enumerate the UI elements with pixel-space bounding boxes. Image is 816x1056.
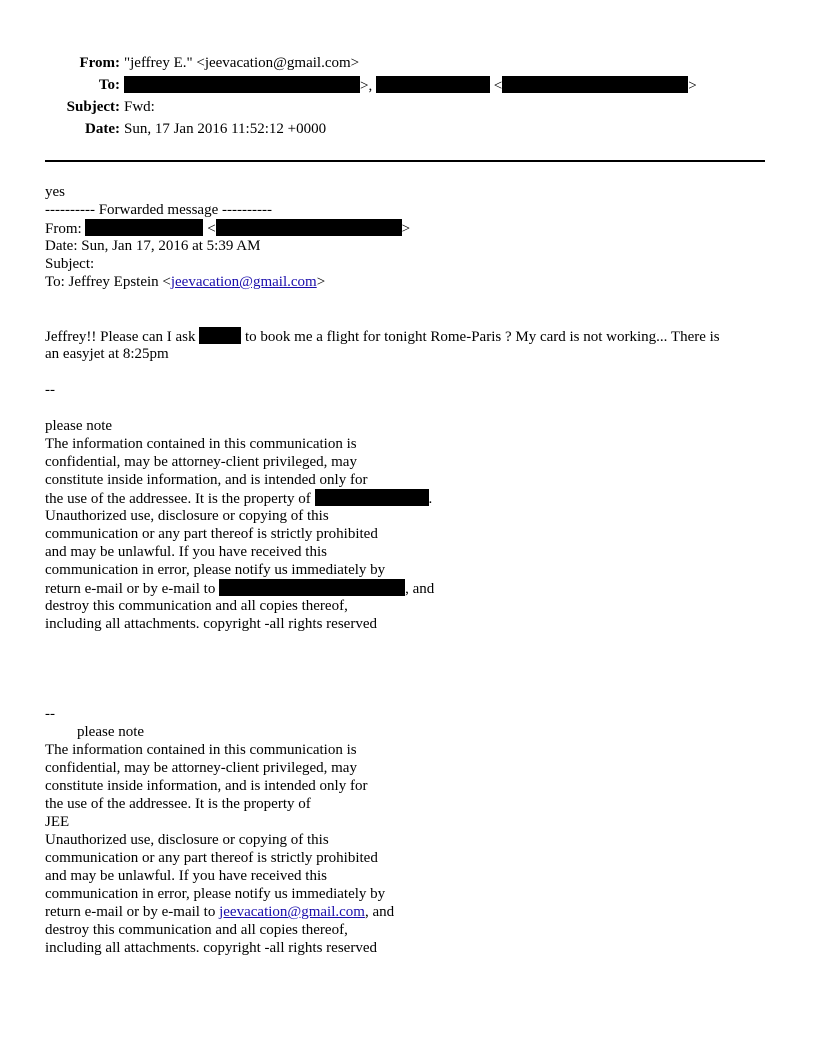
disclaimer-title: please note — [77, 724, 145, 740]
forwarded-subject: Subject: — [45, 256, 95, 272]
disclaimer-line: The information contained in this communication is — [45, 436, 357, 452]
forwarded-from-label: From: — [45, 221, 86, 237]
disclaimer-part: , and — [364, 904, 395, 920]
message-part: Jeffrey!! Please can I ask — [45, 329, 200, 345]
forwarded-to — [45, 273, 410, 291]
to-label: To: — [98, 77, 120, 93]
disclaimer-line: and may be unlawful. If you have received this — [45, 544, 327, 560]
forwarded-from — [45, 219, 410, 237]
date-label: Date: — [85, 121, 120, 137]
disclaimer-line: including all attachments. copyright -all rights reserved — [45, 940, 377, 956]
forwarded-marker: ---------- Forwarded message ---------- — [45, 202, 272, 218]
message-body — [45, 183, 410, 291]
disclaimer-line: communication in error, please notify us immediately by — [45, 562, 386, 578]
disclaimer-line: communication in error, please notify us immediately by — [45, 886, 386, 902]
disclaimer-line: including all attachments. copyright -all rights reserved — [45, 616, 377, 632]
reply-text: yes — [45, 184, 65, 200]
message-text — [45, 327, 720, 363]
disclaimer-email-link[interactable]: jeevacation@gmail.com — [219, 904, 365, 920]
disclaimer-1 — [45, 381, 434, 633]
disclaimer-line: and may be unlawful. If you have received this — [45, 868, 327, 884]
message-line — [45, 327, 720, 345]
forwarded-date: Date: Sun, Jan 17, 2016 at 5:39 AM — [45, 238, 261, 254]
disclaimer-line — [45, 579, 434, 597]
redaction-block — [216, 219, 402, 236]
to-separator: >, — [360, 78, 376, 94]
disclaimer-line: constitute inside information, and is intended only for — [45, 778, 368, 794]
disclaimer-part: . — [428, 491, 433, 507]
disclaimer-part: , and — [405, 581, 435, 597]
disclaimer-part: return e-mail or by e-mail to — [45, 581, 220, 597]
header-divider — [45, 160, 765, 162]
disclaimer-line: confidential, may be attorney-client privileged, may — [45, 760, 357, 776]
disclaimer-line — [45, 903, 394, 921]
disclaimer-part: return e-mail or by e-mail to — [45, 904, 220, 920]
disclaimer-line: The information contained in this communication is — [45, 742, 357, 758]
disclaimer-line: confidential, may be attorney-client privileged, may — [45, 454, 357, 470]
redaction-block — [502, 76, 688, 93]
from-label: From: — [79, 55, 120, 71]
to-separator: > — [688, 78, 697, 94]
disclaimer-line: constitute inside information, and is intended only for — [45, 472, 368, 488]
disclaimer-title: please note — [45, 418, 113, 434]
disclaimer-line: the use of the addressee. It is the property of — [45, 796, 311, 812]
disclaimer-line — [45, 489, 434, 507]
disclaimer-line: communication or any part thereof is strictly prohibited — [45, 526, 378, 542]
redaction-block — [219, 579, 405, 596]
message-part: to book me a flight for tonight Rome-Paris ? My card is not working... There is — [241, 329, 720, 345]
forwarded-from-separator: < — [203, 221, 216, 237]
redaction-block — [376, 76, 490, 93]
forwarded-to-prefix: To: Jeffrey Epstein < — [45, 274, 171, 290]
redaction-block — [124, 76, 360, 93]
subject-label: Subject: — [66, 99, 120, 115]
subject-value: Fwd: — [124, 99, 155, 115]
disclaimer-2 — [45, 705, 394, 957]
message-line: an easyjet at 8:25pm — [45, 346, 169, 362]
signature-dash: -- — [45, 382, 55, 398]
to-separator: < — [489, 78, 503, 94]
disclaimer-line: JEE — [45, 814, 70, 830]
forwarded-to-email-link[interactable]: jeevacation@gmail.com — [170, 274, 317, 290]
from-value: "jeffrey E." <jeevacation@gmail.com> — [124, 55, 360, 71]
disclaimer-line: destroy this communication and all copies thereof, — [45, 922, 348, 938]
redaction-block — [85, 219, 203, 236]
signature-dash: -- — [45, 706, 55, 722]
to-value — [124, 76, 697, 95]
disclaimer-line: destroy this communication and all copies thereof, — [45, 598, 348, 614]
redaction-block — [315, 489, 429, 506]
forwarded-from-end: > — [401, 221, 411, 237]
disclaimer-line: communication or any part thereof is strictly prohibited — [45, 850, 378, 866]
date-value: Sun, 17 Jan 2016 11:52:12 +0000 — [124, 121, 327, 137]
forwarded-to-suffix: > — [316, 274, 326, 290]
disclaimer-part: the use of the addressee. It is the property of — [45, 491, 315, 507]
disclaimer-line: Unauthorized use, disclosure or copying of this — [45, 832, 329, 848]
disclaimer-line: Unauthorized use, disclosure or copying of this — [45, 508, 329, 524]
redaction-block — [199, 327, 241, 344]
